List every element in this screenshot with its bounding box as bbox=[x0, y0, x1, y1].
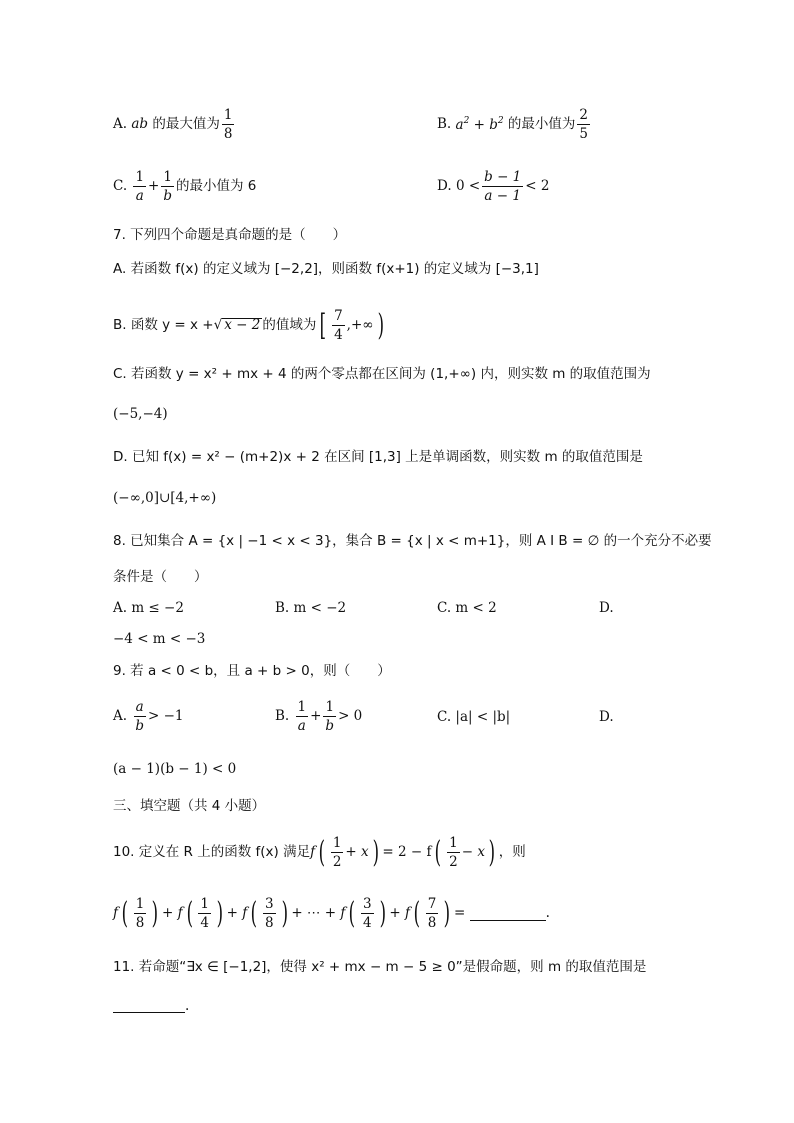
q8-stem-line2: 条件是（ ） bbox=[113, 569, 208, 585]
option-expr: ab bbox=[131, 115, 149, 132]
q8-option-d-value: −4 < m < −3 bbox=[113, 631, 206, 647]
q7-option-a: A. 若函数 f(x) 的定义域为 [−2,2]，则函数 f(x+1) 的定义域为 [−3,1] bbox=[113, 261, 539, 277]
q6-option-a bbox=[113, 108, 236, 141]
fraction: $\frac{7}{4}$ bbox=[334, 308, 343, 344]
q9-option-c: C. |a| < |b| bbox=[437, 709, 511, 725]
q7-option-d-line2: (−∞,0]∪[4,+∞) bbox=[113, 490, 217, 506]
fraction: $\frac{1}{a}$ bbox=[297, 699, 307, 735]
fraction: $\frac{1}{b}$ bbox=[163, 169, 172, 205]
q8-option-d: D. bbox=[599, 600, 614, 616]
fraction: $\frac{a}{b}$ bbox=[135, 699, 144, 735]
sqrt: √ x − 2 bbox=[213, 317, 261, 334]
q7-option-c-line1: C. 若函数 y = x² + mx + 4 的两个零点都在区间为 (1,+∞) 内，则实数 m 的取值范围为 bbox=[113, 366, 651, 382]
fraction: $\frac{2}{5}$ bbox=[579, 107, 588, 143]
fraction: $\frac{1}{8}$ bbox=[223, 107, 233, 143]
q10-stem: 10. 定义在 R 上的函数 f(x) 满足 f ( $\frac{1}{2}$ + x ) = 2 − f ( $\frac{1}{2}$ − x ) ，则 bbox=[113, 834, 526, 871]
option-letter: C. bbox=[113, 177, 128, 194]
option-text: 的最小值为 bbox=[507, 115, 576, 132]
option-letter: B. bbox=[437, 115, 452, 132]
fraction: $\frac{1}{b}$ bbox=[325, 699, 335, 735]
q9-option-b: B. $\frac{1}{a}$ + $\frac{1}{b}$ > 0 bbox=[275, 699, 363, 735]
q11-answer: . bbox=[113, 1000, 189, 1014]
fraction: $\frac{1}{2}$ bbox=[449, 835, 458, 871]
q6-option-d: D. 0 < $\frac{b - 1}{a - 1}$ < 2 bbox=[437, 169, 550, 205]
q9-option-a: A. $\frac{a}{b}$ > −1 bbox=[113, 699, 184, 735]
option-text: 的最大值为 bbox=[152, 115, 220, 132]
fraction: $\frac{1}{2}$ bbox=[332, 835, 342, 871]
option-letter: D. bbox=[437, 177, 452, 194]
q9-option-d: D. bbox=[599, 709, 614, 725]
q6-option-b bbox=[437, 108, 592, 141]
option-text: 的最小值为 6 bbox=[176, 177, 257, 194]
q7-option-b: B. 函数 y = x + √ x − 2 的值域为 [ $\frac{7}{4}$ ,+∞ ) bbox=[113, 307, 384, 344]
fraction: $\frac{b - 1}{a - 1}$ bbox=[484, 169, 522, 205]
q6-option-c: C. $\frac{1}{a}$ + $\frac{1}{b}$ 的最小值为 6 bbox=[113, 169, 257, 205]
fraction: $\frac{1}{a}$ bbox=[135, 169, 145, 205]
q7-stem: 7. 下列四个命题是真命题的是（ ） bbox=[113, 227, 347, 243]
q7-option-d-line1: D. 已知 f(x) = x² − (m+2)x + 2 在区间 [1,3] 上是单调函数，则实数 m 的取值范围是 bbox=[113, 449, 643, 465]
section-heading: 三、填空题（共 4 小题） bbox=[113, 798, 266, 814]
q8-option-b: B. m < −2 bbox=[275, 600, 347, 616]
answer-blank[interactable] bbox=[470, 906, 546, 921]
option-expr: $a^2 + b^2$ bbox=[455, 115, 504, 133]
q10-sum: f ( $\frac{1}{8}$ ) + f ( $\frac{1}{4}$ ) + f ( $\frac{3}{8}$ ) + ⋯ + f ( $\frac{3}{4}$ ) + f ( $\frac{7}{8}$ ) = . bbox=[113, 895, 550, 932]
q8-option-c: C. m < 2 bbox=[437, 600, 497, 616]
q9-option-d-value: (a − 1)(b − 1) < 0 bbox=[113, 761, 237, 777]
answer-blank[interactable] bbox=[113, 1000, 185, 1013]
q11-stem: 11. 若命题“∃x ∈ [−1,2]，使得 x² + mx − m − 5 ≥ 0”是假命题，则 m 的取值范围是 bbox=[113, 959, 647, 975]
q8-stem-line1: 8. 已知集合 A = {x | −1 < x < 3}，集合 B = {x | x < m+1}，则 A I B = ∅ 的一个充分不必要 bbox=[113, 533, 712, 549]
option-letter: A. bbox=[113, 115, 128, 132]
q7-option-c-line2: (−5,−4) bbox=[113, 406, 168, 422]
q8-option-a: A. m ≤ −2 bbox=[113, 600, 184, 616]
q9-stem: 9. 若 a < 0 < b，且 a + b > 0，则（ ） bbox=[113, 663, 391, 679]
